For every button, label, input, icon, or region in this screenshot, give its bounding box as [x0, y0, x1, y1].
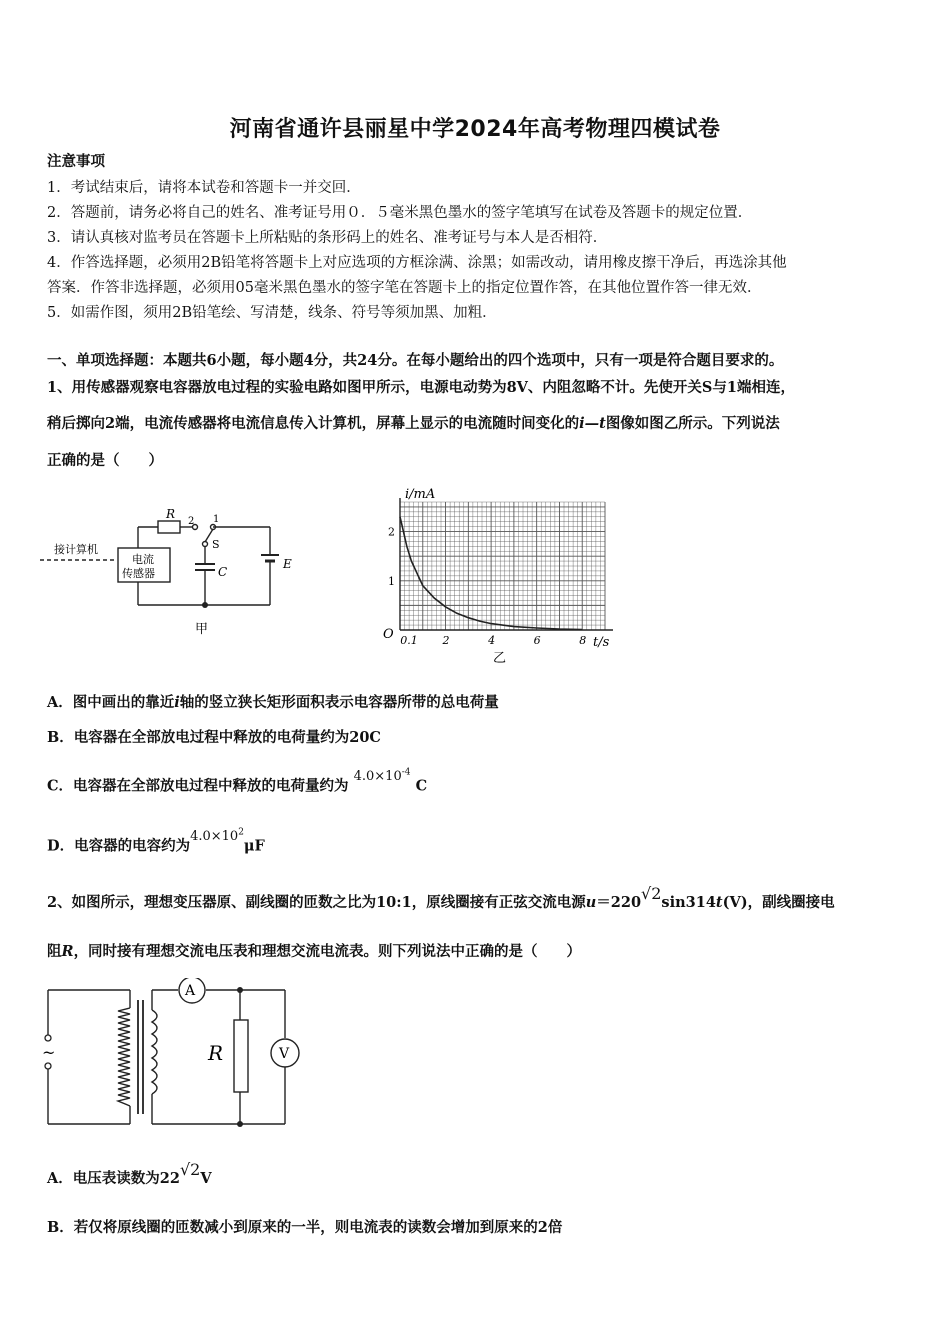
y-tick-label: 2: [388, 525, 395, 539]
voltmeter-label: V: [279, 1046, 290, 1062]
q1-option-c-base: 4.0×10: [353, 769, 402, 785]
q1-it-chart: [375, 480, 630, 665]
section-heading: 一、单项选择题：本题共6小题，每小题4分，共24分。在每小题给出的四个选项中，只有一项是符合题目要求的。: [47, 352, 784, 369]
q1-text-line1: 1、用传感器观察电容器放电过程的实验电路如图甲所示，电源电动势为8V、内阻忽略不计。先使开关S与1端相连，: [47, 379, 795, 396]
y-tick-label: 1: [388, 574, 395, 588]
notice-item: 4．作答选择题，必须用2B铅笔将答题卡上对应选项的方框涂满、涂黑；如需改动，请用橡皮擦干净后，再选涂其他: [47, 255, 787, 271]
notice-item: 1．考试结束后，请将本试卷和答题卡一并交回．: [47, 180, 361, 196]
q2-option-a: [47, 1160, 212, 1189]
e-label: E: [283, 557, 292, 571]
primary-coil: [118, 1008, 130, 1106]
q2-text-line2: [47, 942, 581, 962]
x-tick-label: 4: [488, 634, 496, 647]
q2-line2a: 阻: [47, 943, 62, 960]
q1-option-d-base: 4.0×10: [190, 829, 239, 845]
switch-s: [203, 542, 208, 547]
q1-text-line2: [47, 414, 780, 434]
notice-item: 3．请认真核对监考员在答题卡上所粘贴的条形码上的姓名、准考证号与本人是否相符．: [47, 230, 608, 246]
q2-line1d: (V)，副线圈接电: [722, 894, 835, 911]
figure-jia-caption: 甲: [195, 622, 209, 637]
q2-option-a-sqrt: √2: [179, 1160, 201, 1179]
q2-line1b: ＝220: [596, 894, 642, 911]
page-title: 河南省通许县丽星中学2024年高考物理四模试卷: [229, 117, 721, 142]
q1-option-c-exp: -4: [401, 768, 411, 778]
x-tick-label: 8: [579, 634, 587, 647]
r-label: R: [208, 1041, 224, 1065]
resistor-r: [158, 521, 180, 533]
x-tick-label: 2: [442, 634, 450, 647]
notice-heading: 注意事项: [47, 153, 105, 170]
q1-option-d: [47, 828, 265, 857]
secondary-coil: [152, 1010, 157, 1094]
x-tick-label: 0.1: [400, 634, 418, 647]
q2-var-u: u: [585, 894, 597, 911]
q1-option-a-pre: A．图中画出的靠近: [47, 694, 175, 711]
q1-option-b: B．电容器在全部放电过程中释放的电荷量约为20C: [47, 729, 381, 746]
q1-option-a: [47, 693, 499, 713]
q2-line1c: sin314: [661, 894, 716, 911]
q1-option-c-unit: C: [415, 777, 428, 795]
q1-var-it: i—t: [579, 415, 606, 432]
notice-item: 2．答题前，请务必将自己的姓名、准考证号用０．５毫米黑色墨水的签字笔填写在试卷及答题卡的规定位置．: [47, 205, 753, 221]
ac-terminal-top: [45, 1035, 51, 1041]
q1-circuit-figure: [40, 508, 310, 638]
q1-option-d-value: [190, 829, 244, 844]
x-axis-label: t/s: [593, 635, 610, 650]
ac-source-symbol: ~: [42, 1043, 56, 1062]
s-label: S: [212, 538, 220, 551]
q2-var-t: t: [715, 894, 723, 911]
q1-option-a-var: i: [174, 694, 180, 711]
c-label: C: [218, 565, 228, 579]
q2-option-b: B．若仅将原线圈的匝数减小到原来的一半，则电流表的读数会增加到原来的2倍: [47, 1219, 563, 1236]
q1-option-c-pre: C．电容器在全部放电过程中释放的电荷量约为: [47, 777, 349, 795]
sensor-label-1: 电流: [132, 553, 154, 566]
origin-label: O: [383, 627, 394, 642]
q2-transformer-figure: [40, 978, 320, 1128]
ammeter-label: A: [185, 983, 196, 999]
q1-option-d-unit: μF: [243, 837, 265, 855]
q1-option-c: [47, 768, 428, 797]
notice-item: 5．如需作图，须用2B铅笔绘、写清楚，线条、符号等须加黑、加粗．: [47, 305, 497, 321]
r-label: R: [166, 508, 176, 521]
terminal-2-label: 2: [188, 516, 195, 527]
terminal-1-label: 1: [213, 514, 220, 525]
q1-text-line3: 正确的是（ ）: [47, 452, 163, 469]
resistor-r: [234, 1020, 248, 1092]
q2-line1a: 2、如图所示，理想变压器原、副线圈的匝数之比为10:1，原线圈接有正弦交流电源: [47, 894, 586, 911]
q1-text-line2b: 图像如图乙所示。下列说法: [605, 415, 780, 432]
q2-var-r: R: [61, 943, 74, 960]
computer-label: 接计算机: [54, 543, 98, 556]
ac-terminal-bottom: [45, 1063, 51, 1069]
q2-text-line1: [47, 884, 835, 913]
x-tick-label: 6: [533, 634, 541, 647]
q2-option-a-unit: V: [200, 1170, 212, 1187]
sensor-label-2: 传感器: [122, 567, 155, 580]
figure-yi-caption: 乙: [493, 651, 507, 665]
q1-text-line2a: 稍后掷向2端，电流传感器将电流信息传入计算机，屏幕上显示的电流随时间变化的: [47, 415, 580, 432]
q1-option-c-value: [354, 769, 411, 784]
q2-option-a-pre: A．电压表读数为22: [47, 1170, 180, 1187]
notice-item: 答案．作答非选择题，必须用05毫米黑色墨水的签字笔在答题卡上的指定位置作答，在其他位置作答一律无效．: [47, 280, 762, 296]
q2-line2b: ，同时接有理想交流电压表和理想交流电流表。则下列说法中正确的是（ ）: [73, 943, 582, 960]
q1-option-d-pre: D．电容器的电容约为: [47, 837, 191, 855]
y-axis-label: i/mA: [405, 487, 436, 502]
chart-grid: [400, 502, 605, 630]
q1-option-d-exp: 2: [238, 828, 244, 838]
q1-option-a-post: 轴的竖立狭长矩形面积表示电容器所带的总电荷量: [179, 694, 499, 711]
q2-sqrt: √2: [641, 884, 662, 903]
